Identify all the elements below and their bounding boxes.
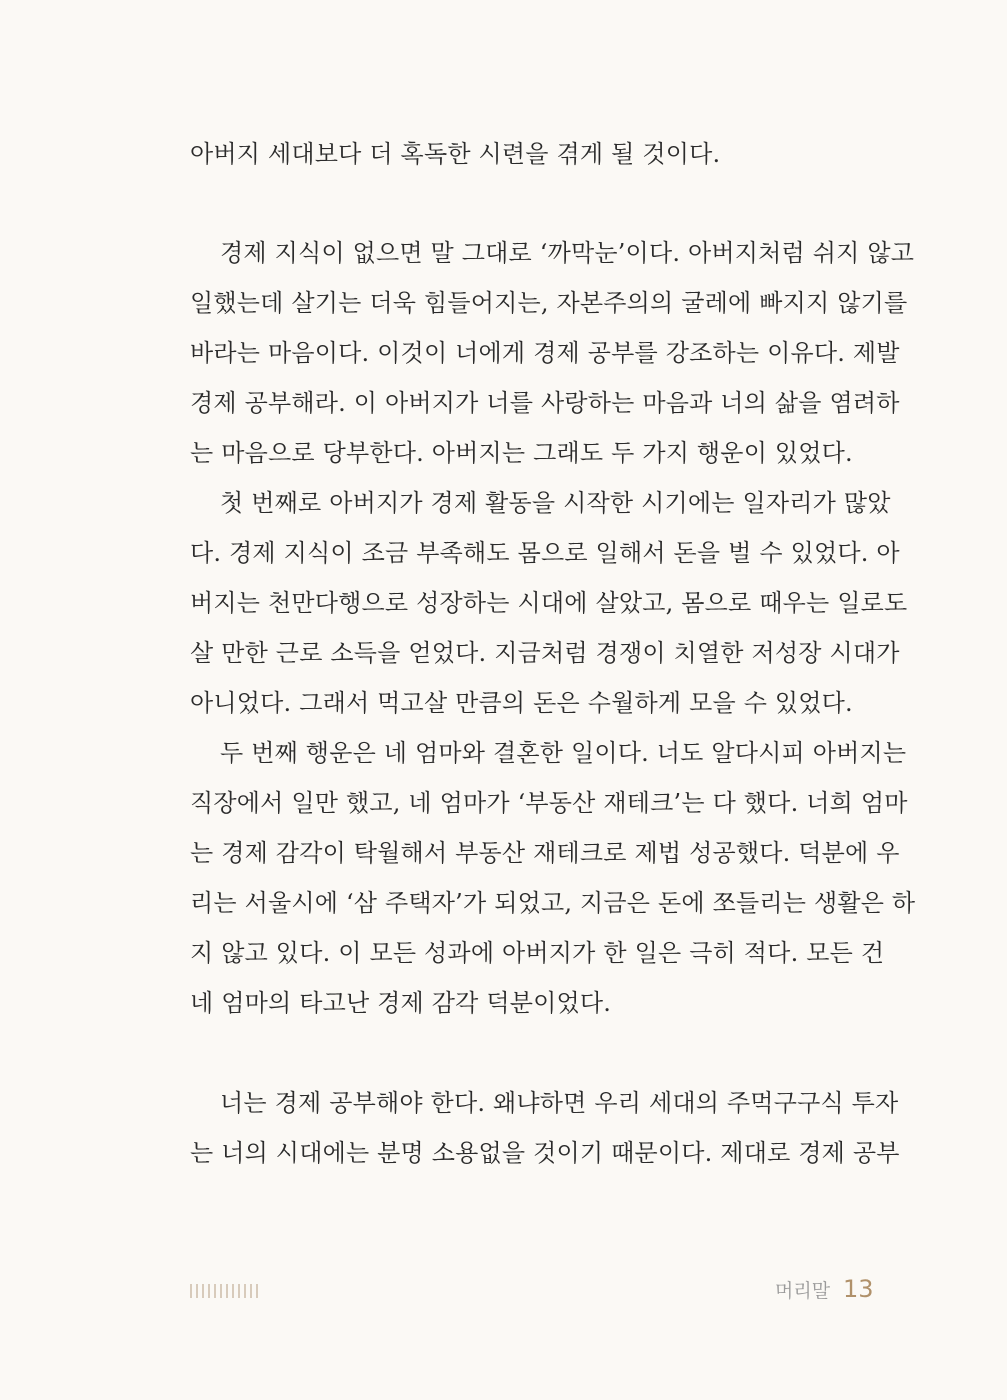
footer-tick: [256, 1284, 258, 1298]
body-line: 경제 공부해라. 이 아버지가 너를 사랑하는 마음과 너의 삶을 염려하: [190, 389, 900, 417]
footer-tick: [190, 1284, 192, 1298]
footer-tick: [202, 1284, 204, 1298]
body-line: 아니었다. 그래서 먹고살 만큼의 돈은 수월하게 모을 수 있었다.: [190, 689, 853, 717]
page-number: 13: [843, 1275, 874, 1303]
body-line: 네 엄마의 타고난 경제 감각 덕분이었다.: [190, 989, 612, 1017]
body-line: 일했는데 살기는 더욱 힘들어지는, 자본주의의 굴레에 빠지지 않기를: [190, 289, 908, 317]
body-line: 직장에서 일만 했고, 네 엄마가 ‘부동산 재테크’는 다 했다. 너희 엄마: [190, 789, 908, 817]
footer-tick: [208, 1284, 210, 1298]
body-line: 두 번째 행운은 네 엄마와 결혼한 일이다. 너도 알다시피 아버지는: [220, 739, 907, 767]
body-line: 너는 경제 공부해야 한다. 왜냐하면 우리 세대의 주먹구구식 투자: [220, 1089, 899, 1117]
body-line: 리는 서울시에 ‘삼 주택자’가 되었고, 지금은 돈에 쪼들리는 생활은 하: [190, 889, 916, 917]
body-line: 는 너의 시대에는 분명 소용없을 것이기 때문이다. 제대로 경제 공부: [190, 1139, 900, 1167]
body-line: 다. 경제 지식이 조금 부족해도 몸으로 일해서 돈을 벌 수 있었다. 아: [190, 539, 900, 567]
body-line: 아버지 세대보다 더 혹독한 시련을 겪게 될 것이다.: [190, 140, 721, 168]
footer-tick: [196, 1284, 198, 1298]
body-line: 는 경제 감각이 탁월해서 부동산 재테크로 제법 성공했다. 덕분에 우: [190, 839, 900, 867]
footer-tick: [244, 1284, 246, 1298]
body-line: 바라는 마음이다. 이것이 너에게 경제 공부를 강조하는 이유다. 제발: [190, 339, 900, 367]
footer-tick: [220, 1284, 222, 1298]
running-footer-section-title: 머리말: [775, 1280, 831, 1302]
footer-tick: [238, 1284, 240, 1298]
body-line: 살 만한 근로 소득을 얻었다. 지금처럼 경쟁이 치열한 저성장 시대가: [190, 639, 900, 667]
footer-tick: [232, 1284, 234, 1298]
body-line: 첫 번째로 아버지가 경제 활동을 시작한 시기에는 일자리가 많았: [220, 489, 891, 517]
footer-tick: [250, 1284, 252, 1298]
footer-tick: [214, 1284, 216, 1298]
footer-tick-marks: [190, 1284, 258, 1300]
footer-tick: [226, 1284, 228, 1298]
body-line: 경제 지식이 없으면 말 그대로 ‘까막눈’이다. 아버지처럼 쉬지 않고: [220, 239, 915, 267]
body-line: 지 않고 있다. 이 모든 성과에 아버지가 한 일은 극히 적다. 모든 건: [190, 939, 885, 967]
body-line: 는 마음으로 당부한다. 아버지는 그래도 두 가지 행운이 있었다.: [190, 439, 853, 467]
body-line: 버지는 천만다행으로 성장하는 시대에 살았고, 몸으로 때우는 일로도: [190, 589, 908, 617]
